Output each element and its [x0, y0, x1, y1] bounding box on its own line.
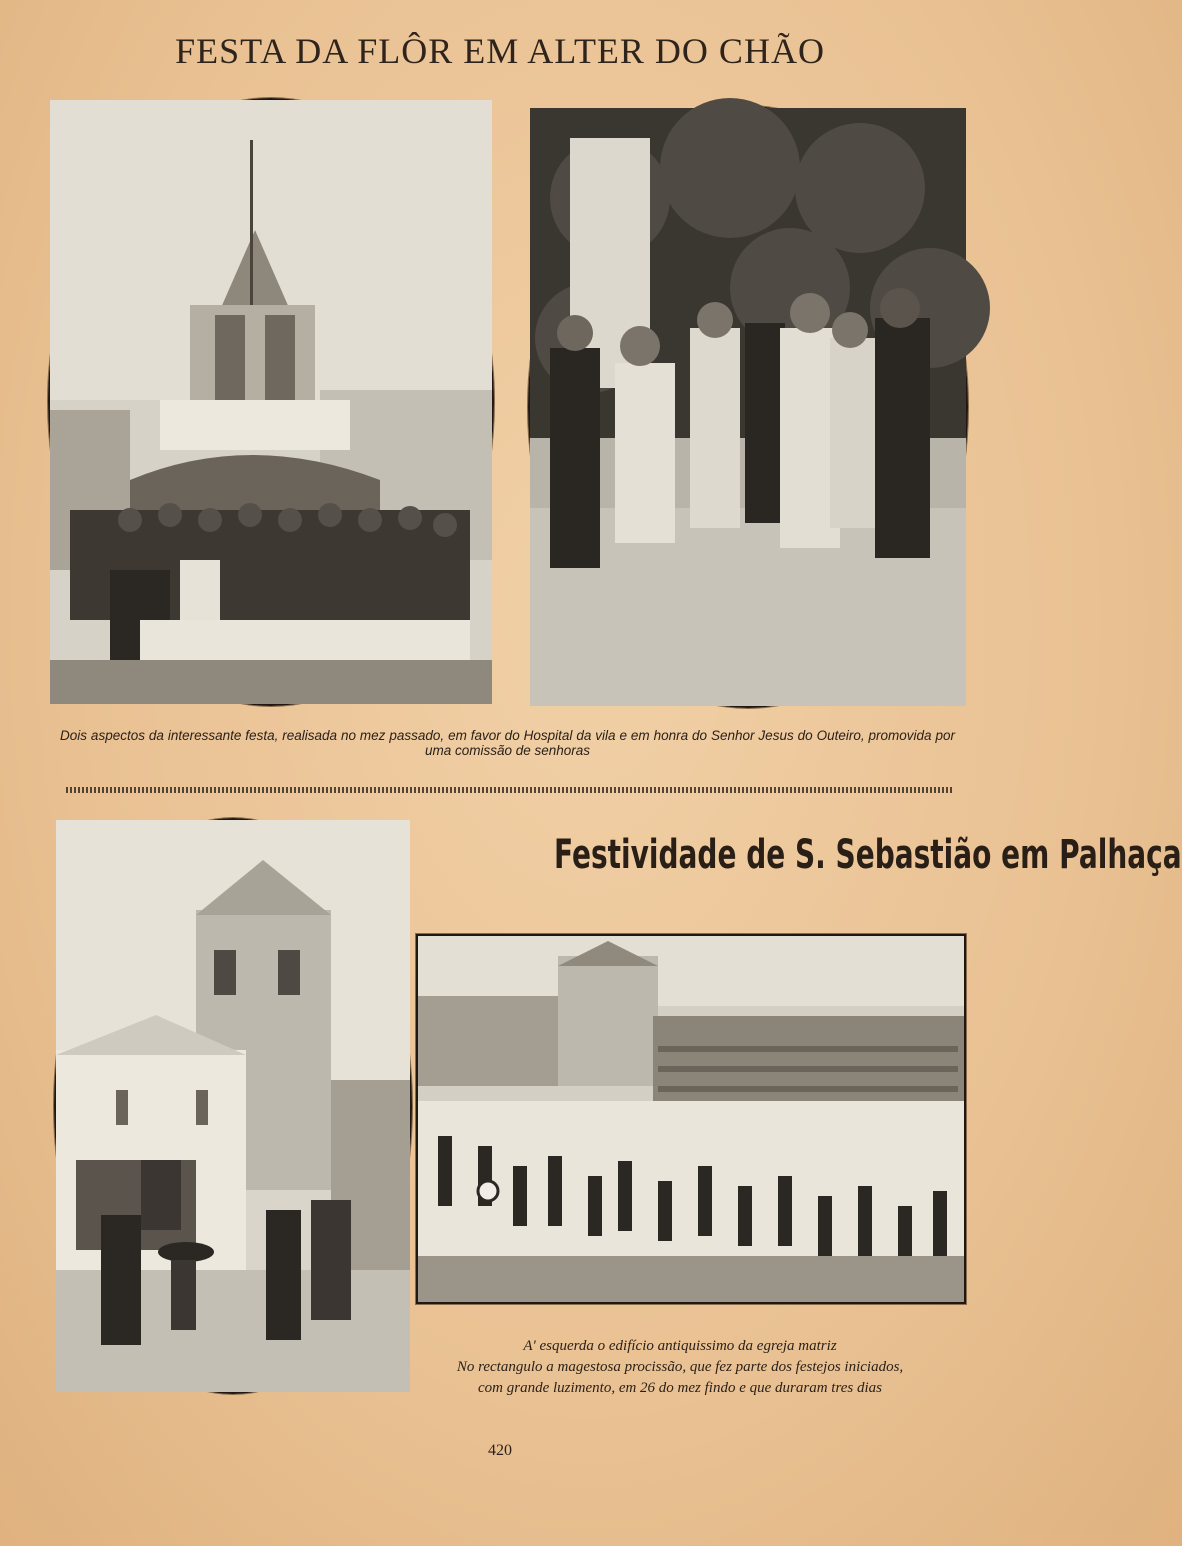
photo-bandstand: [48, 98, 494, 706]
caption-bottom-line-2: No rectangulo a magestosa procissão, que fez parte dos festejos iniciados,: [456, 1359, 904, 1375]
page-number: 420: [488, 1442, 512, 1459]
section-title: Festividade de S. Sebastião em Palhaça: [554, 832, 1182, 878]
photo-bandstand-image: [50, 100, 492, 704]
photo-church: [54, 818, 412, 1394]
caption-bottom-line-3: com grande luzimento, em 26 do mez findo e que duraram tres dias: [478, 1380, 882, 1396]
caption-bottom-line-1: A' esquerda o edifício antiquissimo da egreja matriz: [523, 1338, 837, 1354]
caption-top: Dois aspectos da interessante festa, realisada no mez passado, em favor do Hospital da vila e em honra do Senhor Jesus do Outeiro, promovida por uma comissão de senhoras: [60, 728, 955, 758]
photo-church-image: [56, 820, 410, 1392]
page-title: FESTA DA FLÔR EM ALTER DO CHÃO: [175, 31, 825, 71]
dotted-divider: [66, 787, 952, 793]
caption-bottom: [400, 1336, 960, 1399]
photo-group: [528, 106, 968, 708]
photo-group-image: [530, 108, 966, 706]
photo-procession: [416, 934, 966, 1304]
photo-procession-image: [418, 936, 964, 1302]
